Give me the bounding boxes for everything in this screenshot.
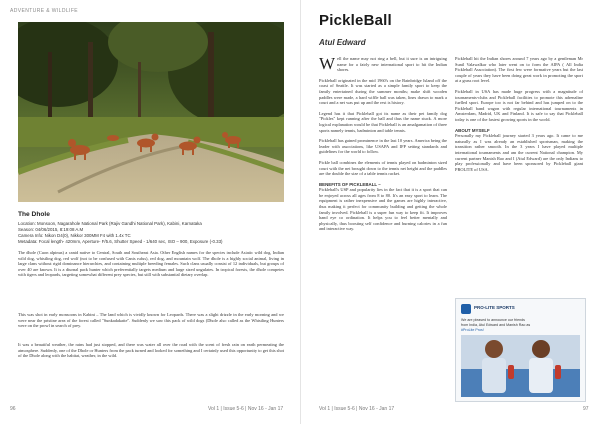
post-caption-line-1: We are pleased to announce our friends <box>461 318 525 322</box>
dhole-paragraph-1: The dhole (Cuon alpinus) a canid native to Central, South and Southeast Asia. Other English names for the species include Asiatic wild dog, Indian wild dog, whistling dog, red wolf (not to be confused with Canis rufus), red dog, and mountain wolf. The dhole is a highly social animal, living in large clans without rigid dominance hierarchies, and containing multiple breeding females. Such clans usually consist of 12 individuals, but groups of over 40 are known. It is a diurnal pack hunter which preferentially targets medium and large sized ungulates. In tropical forests, the dhole competes with tigers and leopards, targeting somewhat different prey species, but still with substantial dietary overlap. <box>18 250 284 278</box>
post-caption-line-2: from India, Atul Edward and Manish Rao as <box>461 323 531 327</box>
dhole-paragraph-3: It was a beautiful weather, the rains had just stopped, and there was water all over the road with the scent of fresh rain on earth permeating the atmosphere. Suddenly, one of the Dhole or Hunters from the pack turned and looked for something and I certainly used this opportunity to get this shot of the Dhole along with the habitat, weather, in the wild. <box>18 342 284 359</box>
intro-text: ell the name may not ring a bell, but it sure is an intriguing name for a fairly new international sport to hit the Indian shores. <box>337 56 447 73</box>
combines-paragraph: Pickle ball combines the elements of tennis played on badminton sized court with the net brought down to the tennis net height and the paddles are the double the size of a table tennis racket. <box>319 159 447 177</box>
column-2 <box>455 56 583 177</box>
page-number-right: 97 <box>583 406 589 412</box>
intro-paragraph <box>319 56 447 73</box>
right-page <box>301 0 600 424</box>
origin-paragraph: Pickleball originated in the mid 1960's on the Bainbridge Island off the coast of Seattle. It was started as a simple family sport to keep the family entertained during the summer months; make shift wooden paddles were made, a hard wiffle ball was taken, lines drawn to mark a court and a net was put up and the rest is history. <box>319 77 447 106</box>
caption-season: Season: 04/06/2015, 8:19:08 A.M <box>18 227 84 232</box>
about-text: Personally my Pickleball journey started 3 years ago. It came to me naturally as I was already an established sportsman, making the transition rather smooth. In the 3 years I have played multiple international tournaments and am the current National champion. My current partner Manish Rao and I (Atul Edward) are the only Indians to play professionally and have been sponsored by Pickleball giant PROLITE of USA. <box>455 133 583 172</box>
section-header: ADVENTURE & WILDLIFE <box>10 8 79 14</box>
usa-paragraph: Pickleball in USA has made huge progress with a magnitude of tournaments-clubs and Pickleball facilities to promote this adrenaline fuelled sport. Europe too is not far behind and has jumped on to the Pickleball band wagon with regular international tournaments in Amsterdam, Madrid, UK and Finland. It is safe to say that Pickleball today is one of the fastest growing sports in the world. <box>455 88 583 122</box>
social-post-photo <box>455 298 586 402</box>
article-title: PickleBall <box>319 12 392 29</box>
column-1 <box>319 56 447 237</box>
india-paragraph: Pickleball hit the Indian shores around 7 years ago by a gentleman Mr Sunil Valawalkar who later went on to form the AIPA ( All India Pickleball Association). The first few were formative years but the last couple of years they have been doing great work in promoting the sport at a grass root level. <box>455 56 583 84</box>
caption-metadata: Metadata: Focal length- 420mm, Aperture- F/5.6, Shutter Speed - 1/640 sec, ISO – 900, Exposure (-0.33) <box>18 239 223 244</box>
caption-camera: Camera Info: Nikon D4(0), Nikkor 300MM F4 with 1.4x TC <box>18 233 131 238</box>
legend-paragraph: Legend has it that Pickleball got its name as their pet family dog "Pickles" kept running after the ball and thus the name stuck. A more logical explanation would be that Pickleball is an amalgamation of three sports namely tennis, badminton and table tennis. <box>319 110 447 133</box>
article-author: Atul Edward <box>319 38 366 47</box>
page-number-left: 96 <box>10 406 16 412</box>
prominence-paragraph: Pickleball has gained prominence in the last 10 years. America being the leader with associations, like USAPA and IFP setting standards and guidelines for the world to follow. <box>319 138 447 155</box>
caption-location: Location: Monsoon, Nagarahole National Park (Rajiv Gandhi National Park), Kabini, Karnataka <box>18 221 202 226</box>
dhole-photo <box>18 22 284 202</box>
post-brand: PRO-LITE SPORTS <box>474 305 515 310</box>
about-paragraph <box>455 128 583 173</box>
benefits-paragraph <box>319 182 447 232</box>
drop-cap: W <box>319 54 336 73</box>
issue-footer-right: Vol 1 | Issue 5-6 | Nov 16 - Jan 17 <box>319 406 395 412</box>
benefits-text: Pickleball's USP and popularity lies in the fact that it is a sport that can be enjoyed across all ages from 8 to 80. It's an easy sport to learn. The equipment is rather inexpensive and the games are highly interactive, thus making it perfect for community building and getting the whole family involved. Pickleball is a super fun way to keep fit. It improves hand eye co ordination. It helps you to feel better mentally and physically, thus boosting self confidence and burning calories in a fun and interactive way. <box>319 187 447 232</box>
post-caption-line-3: #ProLite Pros! <box>461 328 484 332</box>
dhole-paragraph-2: This was shot in early monsoons in Kabini – The land which is vividly known for Leopards. There was a slight drizzle in the early morning and we were near the pristine area of the forest called "Sunkadakatte". Suddenly we saw this pack of wild dogs (Dhole also called as the Whistling Hunters were on the prowl in search of prey. <box>18 312 284 329</box>
about-heading: ABOUT MYSELF <box>455 127 490 133</box>
benefits-heading: BENEFITS OF PICKLEBALL – <box>319 181 381 187</box>
issue-footer-left: Vol 1 | Issue 5-6 | Nov 16 - Jan 17 <box>208 406 284 412</box>
caption-title: The Dhole <box>18 211 50 218</box>
